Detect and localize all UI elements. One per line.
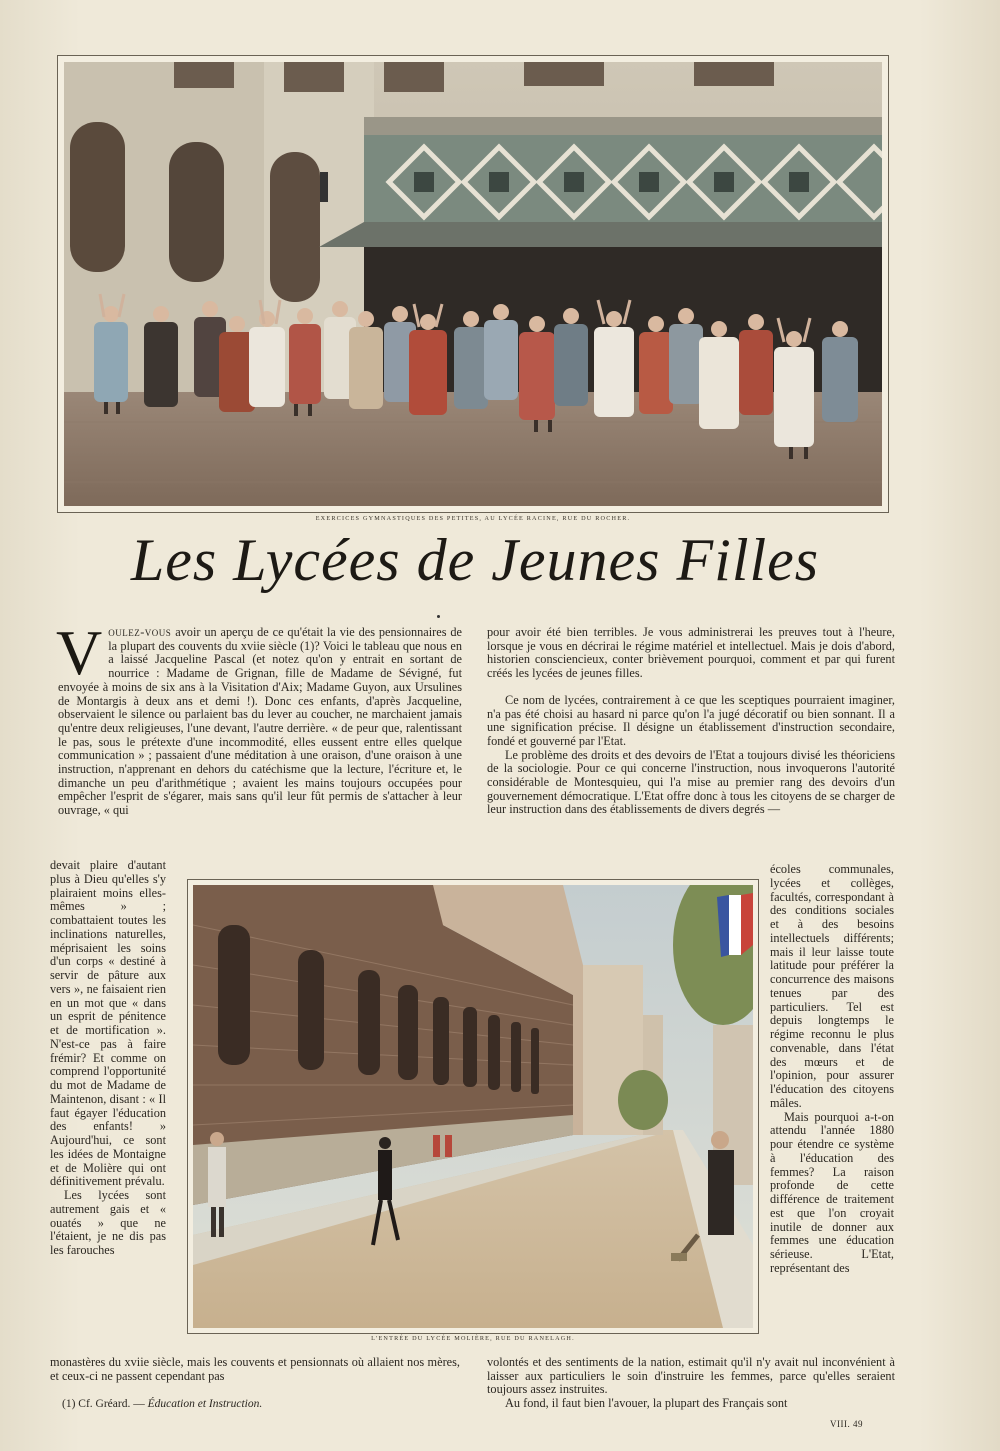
page-folio: VIII. 49: [830, 1419, 863, 1429]
paragraph-text: Au fond, il faut bien l'avouer, la plupart des Français sont: [505, 1396, 788, 1411]
paragraph-text: Le problème des droits et des devoirs de l'Etat a toujours divisé les théoriciens de la sociologie. Pour ce qui concerne l'instruction, nous invoquerons l'autorité considérable de Montesquieu, qui l'a mise au premier rang des devoirs d'un gouvernement démocratique. L'Etat offre donc à tous les citoyens de se charger de leur instruction dans des établissements de divers degrés —: [487, 747, 895, 817]
paragraph-text: écoles communales, lycées et collèges, facultés, correspondant à des conditions sociales et à des besoins intellectuels différents; mais il leur laisse toute latitude pour préférer la concurrence des maisons tenues par des particuliers. Tel est depuis longtemps le régime reconnu le plus convenable, dans l'état des mœurs et de l'opinion, pour assurer l'éducation des citoyens mâles.: [770, 862, 894, 1110]
paragraph-text: Ce nom de lycées, contrairement à ce que les sceptiques pourraient imaginer, n'a pas été choisi au hasard ni parce qu'on l'a jugé décoratif ou bien sonnant. Il a une signification précise. Il désigne un établissement d'instruction secondaire, fondé et gouverné par l'Etat.: [487, 692, 895, 748]
left-column: [56, 617, 462, 818]
narrow-left-column: [50, 859, 166, 1258]
photo-gymnastics: [57, 55, 889, 513]
street-illustration: [193, 885, 753, 1328]
narrow-right-column: [770, 863, 894, 1276]
footnote-reference: Éducation et Instruction.: [147, 1398, 263, 1410]
paragraph-text: devait plaire d'autant plus à Dieu qu'elles s'y plairaient moins elles-mêmes » ; combattaient toutes les inclinations naturelles, méprisaient les soins d'un corps « destiné à servir de pâture aux vers », ne faisaient rien en un mot que « dans un esprit de pénitence et de mortification ». N'est-ce pas à faire frémir? Et comme on comprend l'opportunité du mot de Madame de Maintenon, disant : « Il faut égayer l'éducation des enfants! » Aujourd'hui, ce sont les idées de Montaigne et de Molière qui ont définitivement prévalu.: [50, 858, 166, 1189]
footnote: [62, 1398, 262, 1410]
caption-bottom: L'ENTRÉE DU LYCÉE MOLIÈRE, RUE DU RANELAGH.: [371, 1335, 575, 1342]
paragraph-text: Les lycées sont autrement gais et « ouatés » que ne l'étaient, je ne dis pas les farouches: [50, 1188, 166, 1257]
paragraph-text: pour avoir été bien terribles. Je vous administrerai les preuves tout à l'heure, lorsque je vous en décrirai le régime matériel et intellectuel. Mais je dois d'abord, historien consciencieux, conter brièvement pourquoi, comment et par qui furent créés les lycées de jeunes filles.: [487, 625, 895, 681]
lead-words: oulez-vous: [108, 625, 172, 639]
article-title: Les Lycées de Jeunes Filles: [130, 527, 820, 593]
right-column: [487, 626, 895, 817]
bottom-right-text: [487, 1356, 895, 1411]
paragraph-text: Mais pourquoi a-t-on attendu l'année 1880 pour étendre ce système à l'éducation des femmes? La raison profonde de cette différence de traitement est que l'on croyait inutile de donner aux femmes une éducation sérieuse. L'Etat, représentant des: [770, 1109, 894, 1275]
schoolyard-illustration: [64, 62, 882, 506]
paragraph: [56, 617, 462, 818]
footnote-marker: (1) Cf. Gréard. —: [62, 1398, 145, 1410]
paragraph-text: monastères du xviie siècle, mais les couvents et pensionnats où allaient nos mères, et ceux-ci ne passent cependant pas: [50, 1355, 460, 1383]
paragraph-text: avoir un aperçu de ce qu'était la vie des pensionnaires de la plupart des couvents du xviie siècle (1)? Voici le tableau que nous en a laissé Jacqueline Pascal (et notez qu'on y entrait en sortant de nourrice : Madame de Grignan, fille de Madame de Sévigné, fut envoyée à moins de six ans à la Visitation d'Aix; Madame Guyon, aux Ursulines de Montargis à deux ans et demi !). Donc ces enfants, d'après Jacqueline, observaient le silence ou parlaient bas du lever au coucher, ne marchaient jamais qu'entre deux religieuses, l'une devant, l'autre derrière. « de peur que, ralentissant le pas, sous le prétexte d'une incommodité, elles eussent entre elles quelque communication » ; passaient d'une méditation à une oraison, d'une oraison à une instruction, n'apprenant en dehors du catéchisme que la lecture, l'écriture et, le dimanche un peu d'arithmétique ; avaient les mains toujours occupées pour empêcher l'esprit de s'égarer, mais sans qu'il leur fût permis de s'attacher à leur ouvrage, « qui: [58, 625, 462, 818]
bottom-left-text: [50, 1356, 460, 1383]
photo-lycee-moliere: [187, 879, 759, 1334]
ornament-dot: [437, 615, 440, 618]
dropcap: V: [56, 617, 103, 688]
paragraph-text: volontés et des sentiments de la nation, estimait qu'il n'y avait nul inconvénient à laisser aux particuliers le soin d'instruire les femmes, parce qu'elles seraient toujours assez instruites.: [487, 1355, 895, 1397]
caption-top: EXERCICES GYMNASTIQUES DES PETITES, AU LYCÉE RACINE, RUE DU ROCHER.: [315, 515, 631, 522]
